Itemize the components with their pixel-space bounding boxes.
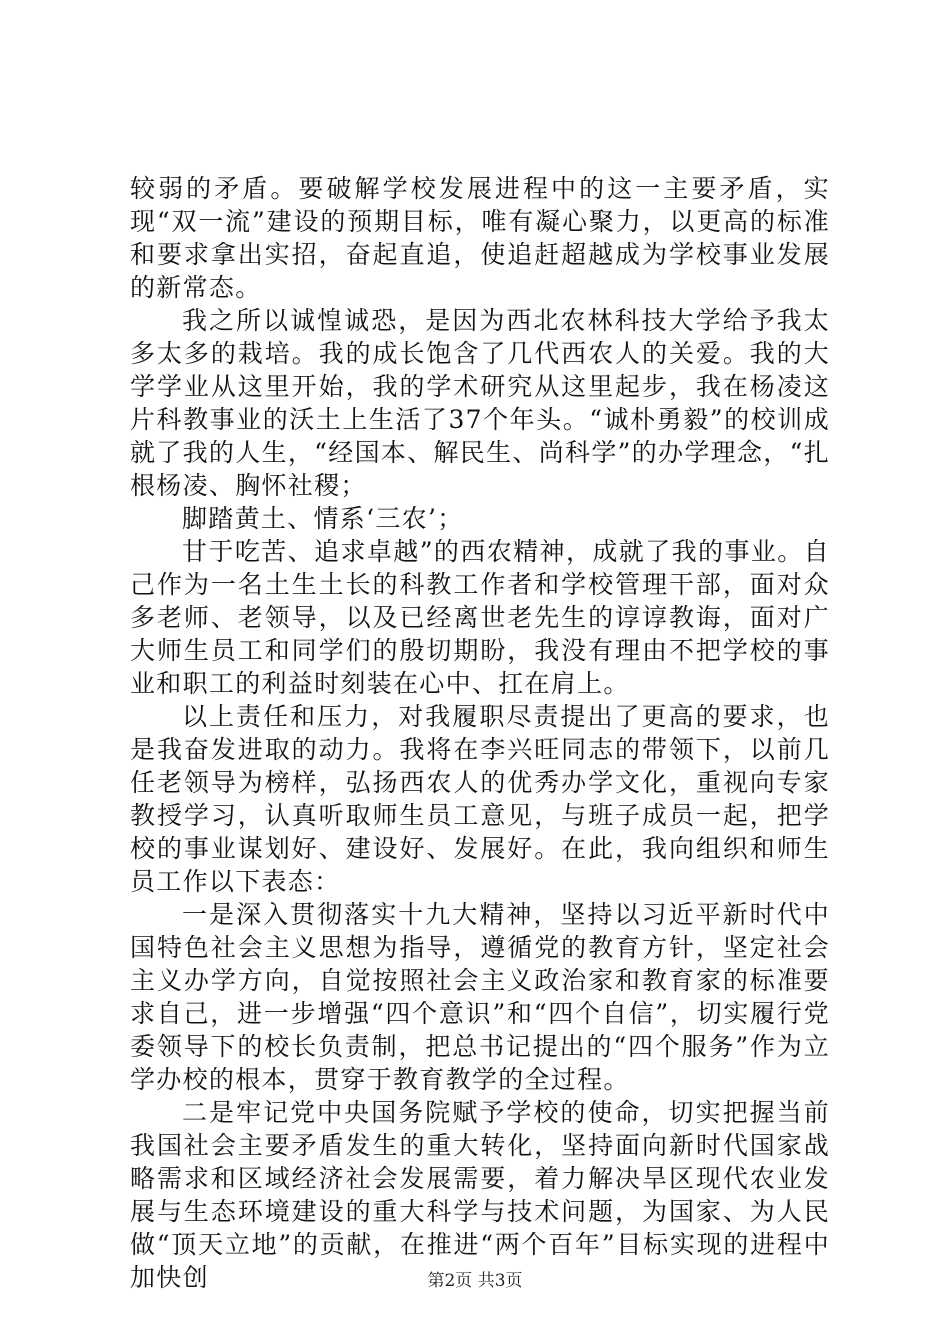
page-footer: 第2页 共3页 xyxy=(427,1271,523,1291)
paragraph-1: 较弱的矛盾。要破解学校发展进程中的这一主要矛盾，实现“双一流”建设的预期目标，唯有凝心聚力，以更高的标准和要求拿出实招，奋起直追，使追赶超越成为学校事业发展的新常态。 xyxy=(130,174,830,302)
paragraph-7: 二是牢记党中央国务院赋予学校的使命，切实把握当前我国社会主要矛盾发生的重大转化，坚持面向新时代国家战略需求和区域经济社会发展需要，着力解决旱区现代农业发展与生态环境建设的重大科学与技术问题，为国家、为人民做“顶天立地”的贡献，在推进“两个百年”目标实现的进程中加快创 xyxy=(130,1098,830,1292)
paragraph-3: 脚踏黄土、情系‘三农’； xyxy=(182,504,464,533)
paragraph-5: 以上责任和压力，对我履职尽责提出了更高的要求，也是我奋发进取的动力。我将在李兴旺同志的带领下，以前几任老领导为榜样，弘扬西农人的优秀办学文化，重视向专家教授学习，认真听取师生员工意见，与班子成员一起，把学校的事业谋划好、建设好、发展好。在此，我向组织和师生员工作以下表态： xyxy=(130,702,830,896)
paragraph-6: 一是深入贯彻落实十九大精神，坚持以习近平新时代中国特色社会主义思想为指导，遵循党的教育方针，坚定社会主义办学方向，自觉按照社会主义政治家和教育家的标准要求自己，进一步增强“四个意识”和“四个自信”，切实履行党委领导下的校长负责制，把总书记提出的“四个服务”作为立学办校的根本，贯穿于教育教学的全过程。 xyxy=(130,900,830,1094)
paragraph-2: 我之所以诚惶诚恐，是因为西北农林科技大学给予我太多太多的栽培。我的成长饱含了几代西农人的关爱。我的大学学业从这里开始，我的学术研究从这里起步，我在杨凌这片科教事业的沃土上生活了37个年头。“诚朴勇毅”的校训成就了我的人生，“经国本、解民生、尚科学”的办学理念，“扎根杨凌、胸怀社稷； xyxy=(130,306,830,500)
document-body xyxy=(130,172,830,1294)
paragraph-4: 甘于吃苦、追求卓越”的西农精神，成就了我的事业。自己作为一名土生土长的科教工作者和学校管理干部，面对众多老师、老领导，以及已经离世老先生的谆谆教诲，面对广大师生员工和同学们的殷切期盼，我没有理由不把学校的事业和职工的利益时刻装在心中、扛在肩上。 xyxy=(130,537,830,698)
